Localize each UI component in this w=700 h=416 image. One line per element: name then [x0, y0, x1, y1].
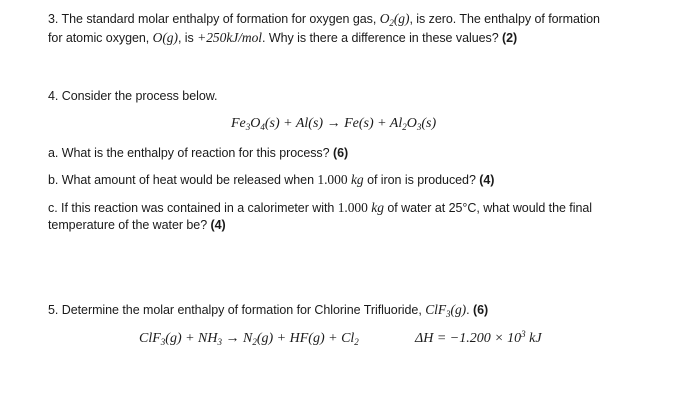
- q4-equation: $Fe_3O_4(s) + Al(s) \to Fe(s) + Al_2O_3(s)$: [231, 116, 437, 132]
- q3-text-cont: , is zero. The enthalpy of formation: [409, 12, 600, 26]
- q3-marks: (2): [502, 31, 518, 45]
- q3-line-1: [48, 11, 600, 27]
- q3-text: 3. The standard molar enthalpy of formation for oxygen gas,: [48, 12, 380, 26]
- q4b-line: b. What amount of heat would be released when 1.000 kg of iron is produced? (4): [48, 172, 495, 187]
- q5-line: 5. Determine the molar enthalpy of formation for Chlorine Trifluoride, ClF$_3$(g). (6): [48, 302, 489, 319]
- atomic-oxygen-enthalpy: +250kJ/mol: [197, 30, 263, 45]
- q4c-marks: (4): [210, 218, 226, 232]
- q4c-line-1: c. If this reaction was contained in a calorimeter with 1.000 kg of water at 25°C, what would the final: [48, 200, 592, 215]
- q5-enthalpy-change: $\Delta H = -1.200 \times 10^3$ kJ: [415, 329, 542, 346]
- q5-marks: (6): [472, 303, 489, 317]
- q3-line-2: for atomic oxygen, O(g), is +250kJ/mol. Why is there a difference in these values? (2): [48, 30, 518, 45]
- q4-intro: 4. Consider the process below.: [48, 89, 218, 103]
- q4a-marks: (6): [332, 146, 349, 160]
- clf3-formula: ClF$_3$(g): [425, 302, 467, 319]
- oxygen-gas-formula: $O_2(g)$: [379, 11, 410, 28]
- q4c-line-2: temperature of the water be? (4): [48, 218, 226, 232]
- q5-equation: $ClF_3(g) + NH_3 \to N_2(g) + HF(g) + Cl_2$: [139, 331, 359, 347]
- atomic-oxygen-formula: O(g): [152, 30, 178, 45]
- q4a-line: a. What is the enthalpy of reaction for this process? (6): [48, 146, 349, 160]
- q4b-marks: (4): [479, 173, 495, 187]
